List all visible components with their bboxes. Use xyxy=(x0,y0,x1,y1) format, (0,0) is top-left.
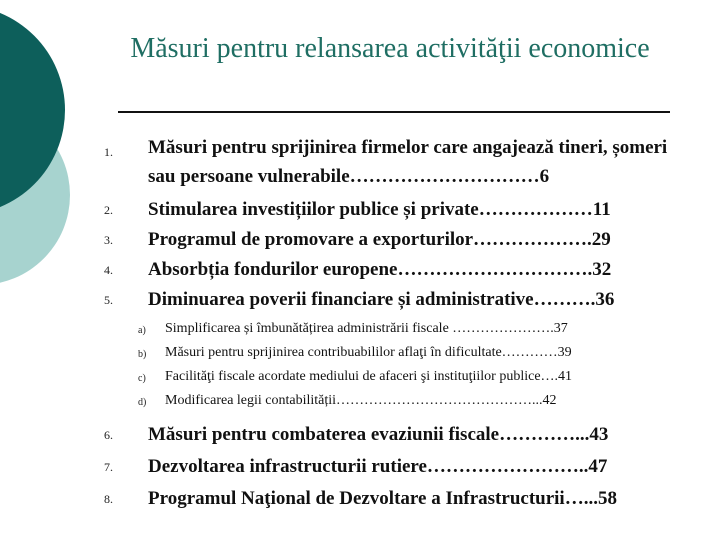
list-item: Dezvoltarea infrastructurii rutiere……………………..47 xyxy=(148,456,608,477)
subitem-letter: c) xyxy=(138,373,146,384)
list-item: Programul Naţional de Dezvoltare a Infrastructurii…...58 xyxy=(148,488,617,509)
subitem: Simplificarea și îmbunătățirea administrării fiscale ………………….37 xyxy=(165,321,568,336)
list-item: Stimularea investițiilor publice și private………………11 xyxy=(148,199,611,220)
list-item: Măsuri pentru combaterea evaziunii fiscale…………...43 xyxy=(148,424,609,445)
item-number: 5. xyxy=(104,293,113,307)
item-number: 2. xyxy=(104,203,113,217)
subitem: Modificarea legii contabilității……………………………………...42 xyxy=(165,393,557,408)
item-number: 1. xyxy=(104,145,113,159)
item-number: 6. xyxy=(104,428,113,442)
list-item: Programul de promovare a exporturilor……………….29 xyxy=(148,229,611,250)
item-number: 3. xyxy=(104,233,113,247)
list-item: Măsuri pentru sprijinirea firmelor care angajează tineri, șomeri sau persoane vulnerabile…………………………6 xyxy=(148,137,668,187)
list-item: Absorbția fondurilor europene………………………….32 xyxy=(148,259,612,280)
item-number: 7. xyxy=(104,460,113,474)
item-number: 4. xyxy=(104,263,113,277)
subitem: Facilităţi fiscale acordate mediului de afaceri şi instituţiilor publice….41 xyxy=(165,369,573,384)
title-divider xyxy=(118,111,670,113)
item-number: 8. xyxy=(104,492,113,506)
subitem-letter: a) xyxy=(138,325,146,336)
subitem: Măsuri pentru sprijinirea contribuabililor aflaţi în dificultate…………39 xyxy=(165,345,572,360)
page-title: Măsuri pentru relansarea activităţii economice xyxy=(130,33,650,64)
subitem-letter: d) xyxy=(138,397,147,408)
subitem-letter: b) xyxy=(138,349,147,360)
decorative-circles xyxy=(0,0,110,330)
list-item: Diminuarea poverii financiare și administrative……….36 xyxy=(148,289,615,310)
